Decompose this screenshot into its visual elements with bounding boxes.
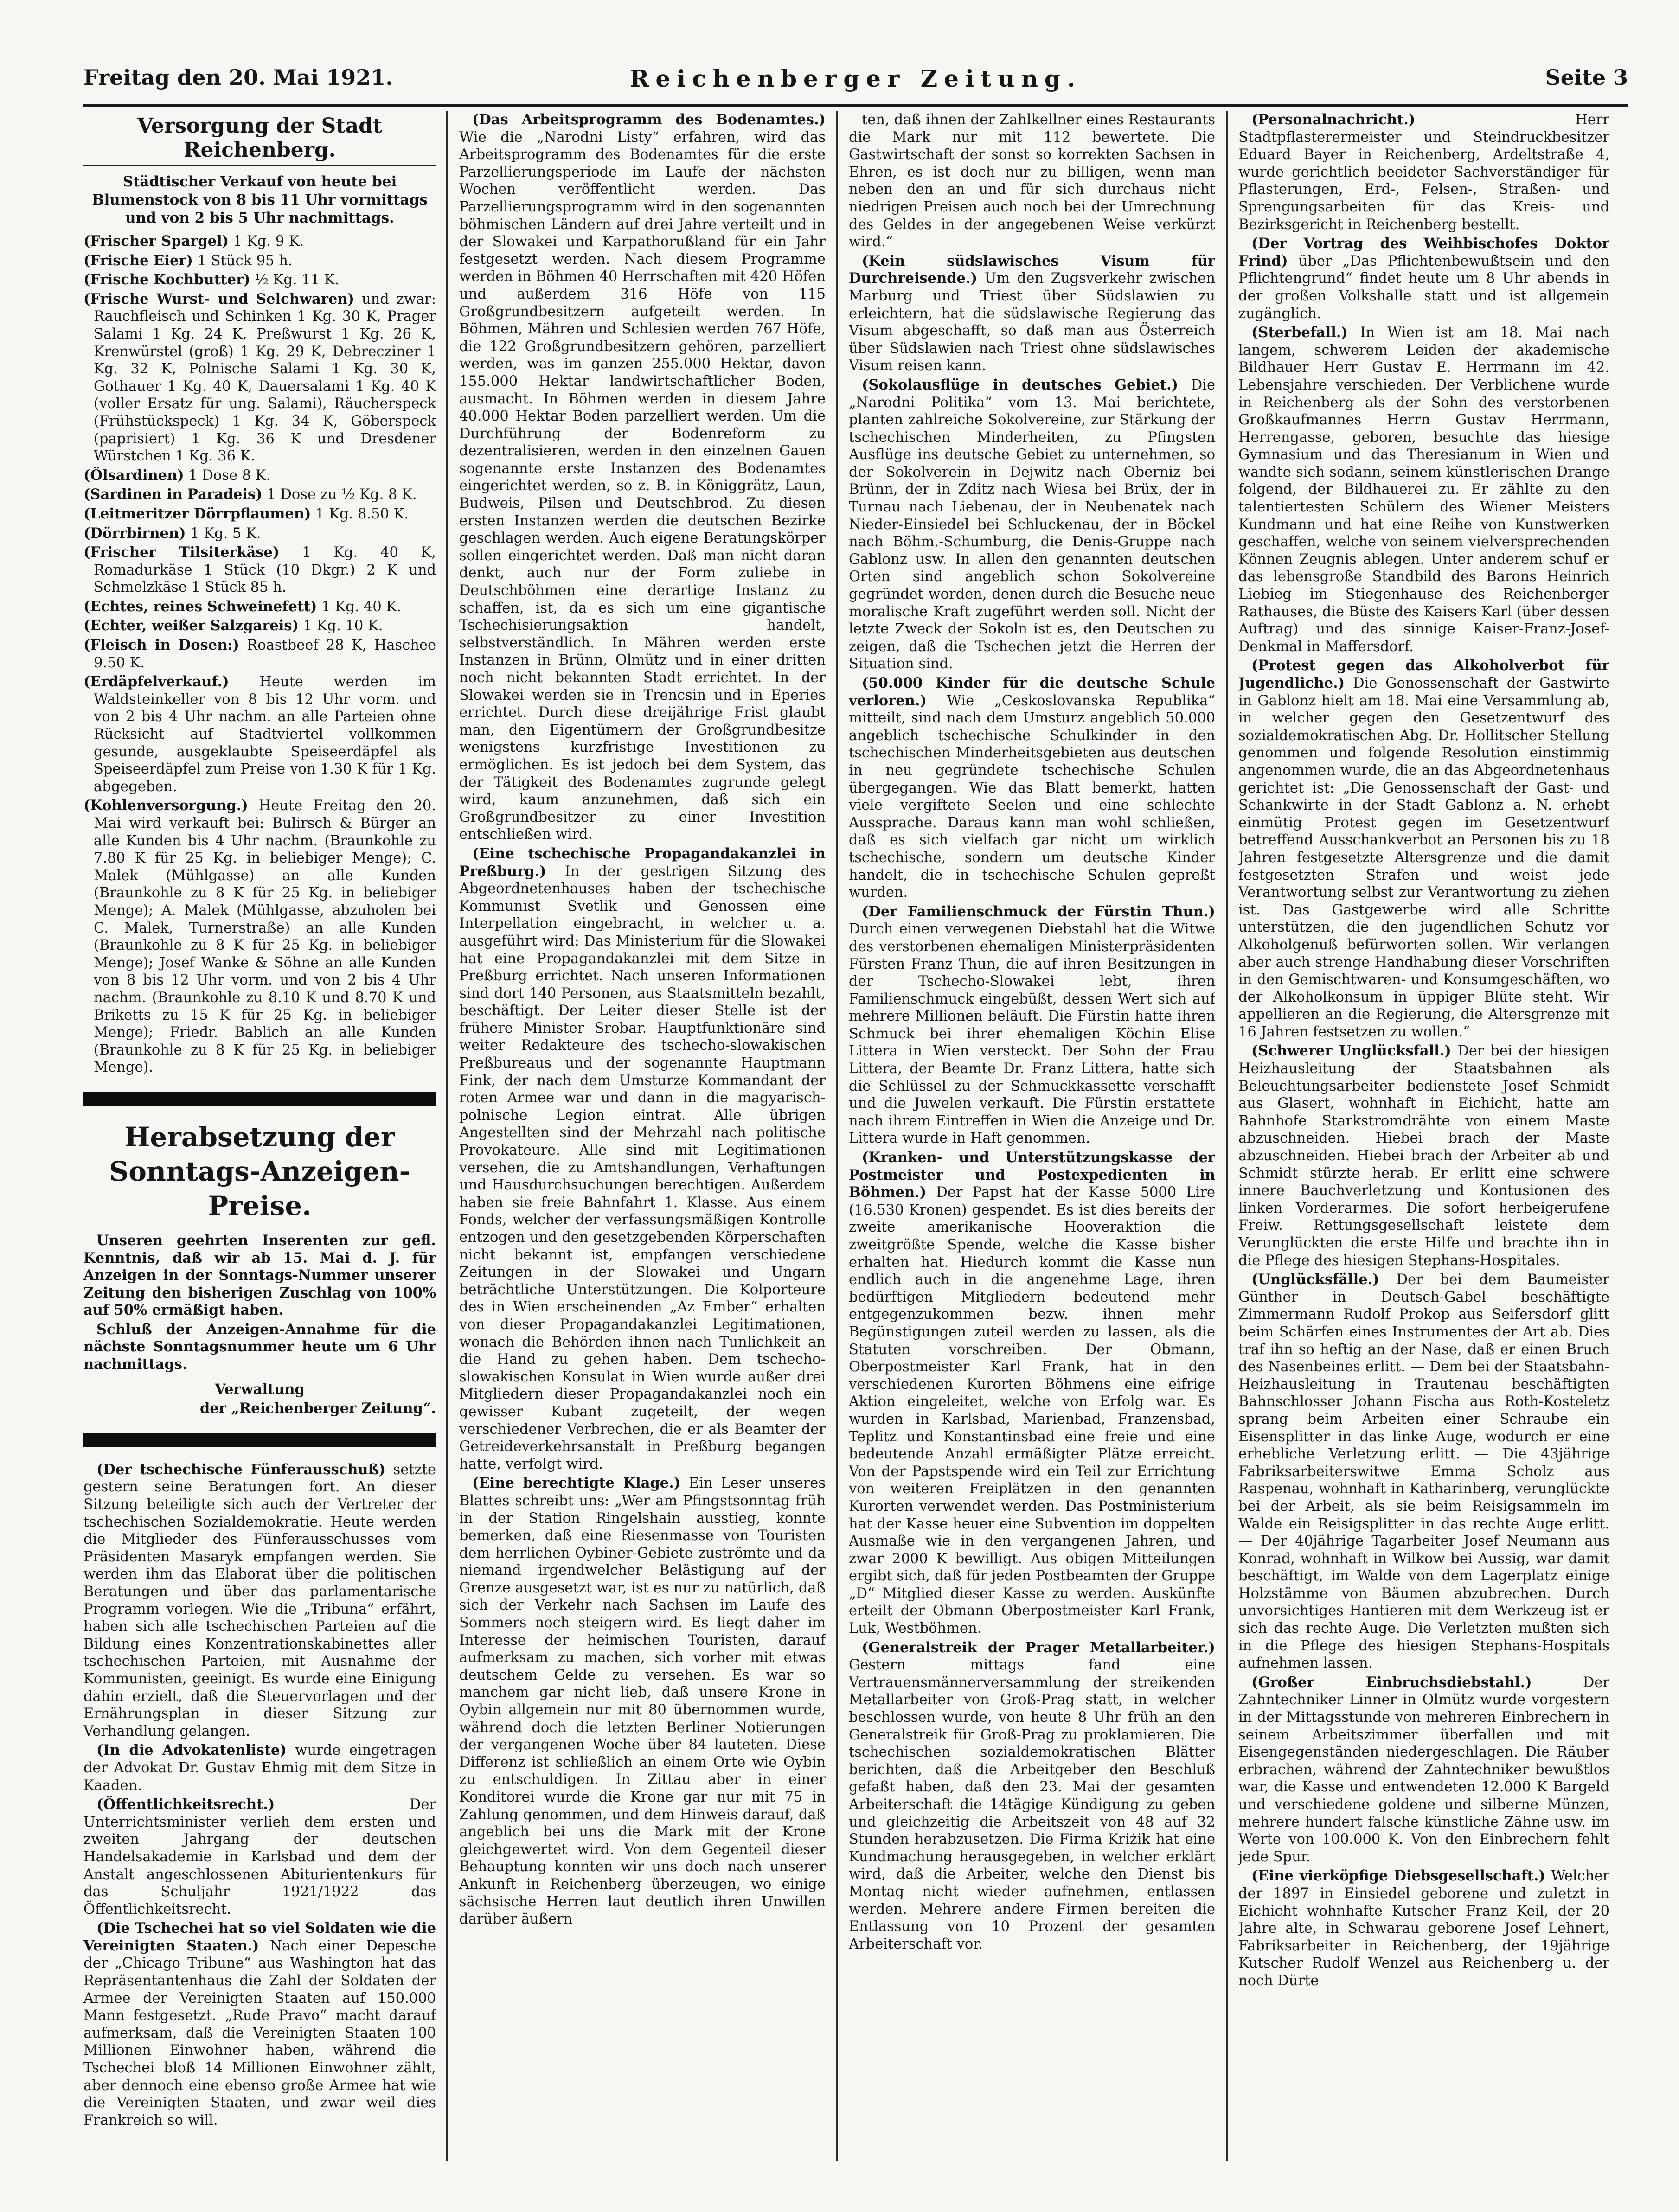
- article-paragraph: (Kranken- und Unterstützungskasse der Postmeister und Postexpedienten in Böhmen.) Der Papst hat der Kasse 5000 Lire (16.530 Kronen) gespendet. Es ist dies bereits der zweite amerikanische Hooveraktion die zweitgrößte Spende, welche die Kasse bisher erhalten hat. Hiedurch kommt die Kasse nun endlich auch in die angenehme Lage, ihren bedürftigen Mitgliedern bedeutend mehr entgegenzukommen bezw. ihnen mehr Begünstigungen zuteil werden zu lassen, als die Statuten vorschreiben. Der Obmann, Oberpostmeister Karl Frank, hat in den verschiedenen Kurorten Böhmens eine eifrige Aktion eingeleitet, welche von Erfolg war. Es wurden in Karlsbad, Marienbad, Franzensbad, Teplitz und Konstantinsbad eine freie und eine bedeutende Anzahl ermäßigter Plätze erreicht. Von der Papstspende wird ein Teil zur Errichtung von weiteren Freiplätzen in den genannten Kurorten verwendet werden. Das Postministerium hat der Kasse heuer eine Subvention im doppelten Ausmaße wie in den vergangenen Jahren, und zwar 2000 K bewilligt. Aus obigen Mitteilungen ergibt sich, daß für jeden Postbeamten der Gruppe „D“ Mitglied dieser Kasse zu werden. Auskünfte erteilt der Obmann Oberpostmeister Karl Frank, Luk, Westböhmen.: [849, 1149, 1215, 1637]
- section-heading: Versorgung der Stadt Reichenberg.: [83, 114, 436, 166]
- article-paragraph: (Ölsardinen) 1 Dose 8 K.: [83, 467, 271, 484]
- article-paragraph: (Echter, weißer Salzgareis) 1 Kg. 10 K.: [83, 617, 383, 634]
- article-paragraph: (Protest gegen das Alkoholverbot für Jugendliche.) Die Genossenschaft der Gastwirte in Gablonz hielt am 18. Mai eine Versammlung ab, in welcher gegen den Gesetzentwurf des sozialdemokratischen Abg. Dr. Hollitscher Stellung genommen und folgende Resolution einstimmig angenommen wurde, die an das Abgeordnetenhaus gerichtet ist: „Die Genossenschaft der Gast- und Schankwirte in der Stadt Gablonz a. N. erhebt einmütig Protest gegen im Gesetzentwurf betreffend Ausschankverbot an Personen bis zu 18 Jahren festgesetzte Altersgrenze und die damit festgesetzten Strafen und weist jede Verantwortung selbst zur Verantwortung zu ziehen ist. Das Gastgewerbe wird alle Schritte unterstützen, die den jugendlichen Schutz vor Alkoholgenuß befürworten sollen. Wir verlangen aber auch strenge Handhabung dieser Vorschriften in den Gemischtwaren- und Konsumgeschäften, wo der Alkoholkonsum in üppiger Blüte steht. Wir appellieren an die Regierung, die Altersgrenze mit 16 Jahren festsetzen zu wollen.“: [1238, 657, 1609, 1040]
- black-divider-bar: [83, 1433, 436, 1447]
- masthead: [83, 63, 1628, 107]
- article-paragraph: (Unglücksfälle.) Der bei dem Baumeister Günther in Deutsch-Gabel beschäftigte Zimmermann Rudolf Prokop aus Seifersdorf glitt beim Schärfen eines Instrumentes der Art ab. Dies traf ihn so heftig an der Nase, daß er einen Bruch des Nasenbeines erlitt. — Dem bei der Staatsbahn-Heizhausleitung in Trautenau beschäftigten Bahnschlosser Johann Fischa aus Roth-Kosteletz sprang beim Arbeiten einer Schraube ein Eisensplitter in das linke Auge, wodurch er eine erhebliche Verletzung erlitt. — Die 43jährige Fabriksarbeiterswitwe Emma Scholz aus Raspenau, wohnhaft in Katharinberg, verunglückte bei der Arbeit, als sie beim Reisigsammeln im Walde ein Reisigsplitter in das rechte Auge erlitt. — Der 40jährige Tagarbeiter Josef Neumann aus Konrad, wohnhaft in Wilkow bei Aussig, war damit beschäftigt, im Walde von dem Lagerplatz einige Holzstämme von Bäumen abzubrechen. Durch unvorsichtiges Hantieren mit dem Werkzeug ist er sich das rechte Auge. Die Verletzten mußten sich in die Pflege des hiesigen Stephans-Hospitals aufnehmen lassen.: [1238, 1271, 1609, 1672]
- article-paragraph: (Sterbefall.) In Wien ist am 18. Mai nach langem, schwerem Leiden der akademische Bildhauer Herr Gustav E. Herrmann im 42. Lebensjahre verschieden. Der Verblichene wurde in Reichenberg als der Sohn des verstorbenen Großkaufmannes Herrn Gustav Herrmann, Herrengasse, geboren, besuchte das hiesige Gymnasium und das Theresianum in Wien und wandte sich sodann, seinem künstlerischen Drange folgend, der Bildhauerei zu. Er zählte zu den talentiertesten Schülern des Wiener Meisters Kundmann und hat eine Reihe von Kunstwerken geschaffen, welche von seinem vielversprechenden Können Zeugnis ablegen. Unter anderem schuf er das lebensgroße Standbild des Barons Heinrich Liebieg im Stiegenhause des Reichenberger Rathauses, die Büste des Kaisers Karl (über dessen Auftrag) und das sinnige Kaiser-Franz-Josef-Denkmal in Maffersdorf.: [1238, 324, 1609, 655]
- article-paragraph: (Frischer Spargel) 1 Kg. 9 K.: [83, 233, 304, 249]
- black-divider-bar: [83, 1092, 436, 1106]
- notice-signature-paper: der „Reichenberger Zeitung“.: [199, 1400, 436, 1417]
- article-paragraph: (50.000 Kinder für die deutsche Schule verloren.) Wie „Ceskoslovanska Republika“ mitteilt, sind nach dem Umsturz angeblich 50.000 angeblich tschechische Schulkinder in den tschechischen Minderheitsgebieten aus deutschen in neu gegründete tschechische Schulen übergegangen. Wie das Blatt bemerkt, hatten viele vergiftete Seelen und eine schlechte Aussprache. Daraus kann man wohl schließen, daß es sich vielfach gar nicht um wirklich tschechische, sondern um deutsche Kinder handelt, die in tschechische Schulen gepreßt wurden.: [849, 675, 1215, 901]
- article-paragraph: (Generalstreik der Prager Metallarbeiter.) Gestern mittags fand eine Vertrauensmännerversammlung der streikenden Metallarbeiter von Groß-Prag statt, in welcher beschlossen wurde, von heute 8 Uhr früh an den Generalstreik für Groß-Prag zu proklamieren. Die tschechischen sozialdemokratischen Blätter berichten, daß die Arbeitgeber den Beschluß gefaßt haben, daß den 23. Mai der gesamten Arbeiterschaft die 14tägige Kündigung zu geben und gleichzeitig die Arbeitszeit von 48 auf 32 Stunden herabzusetzen. Die Firma Kriżik hat eine Kundmachung herausgegeben, in welcher erklärt wird, daß die Arbeiter, welche den Dienst bis Montag nicht wieder aufnehmen, entlassen werden. Mehrere andere Firmen bereiten die Entlassung von 10 Prozent der gesamten Arbeiterschaft vor.: [849, 1639, 1215, 1952]
- column-divider: [1226, 111, 1228, 2161]
- article-paragraph: (Das Arbeitsprogramm des Bodenamtes.) Wie die „Narodni Listy“ erfahren, wird das Arbeitsprogramm des Bodenamtes für die erste Parzellierungsperiode im Laufe der nächsten Wochen veröffentlicht werden. Das Parzellierungsprogramm wird in den sogenannten böhmischen Ländern auf drei Jahre verteilt und in der Slowakei und Karpathorußland für ein Jahr festgesetzt werden. Nach diesem Programme werden in Böhmen 40 Herrschaften mit 420 Höfen und außerdem 316 Höfe von 115 Großgrundbesitzern aufgeteilt werden. In Böhmen, Mähren und Schlesien werden 767 Höfe, die 122 Großgrundbesitzern gehören, parzelliert werden, was im ganzen 255.000 Hektar, davon 155.000 Hektar landwirtschaftlicher Boden, ausmacht. In Böhmen werden in diesem Jahre 40.000 Hektar Boden parzelliert werden. Um die Durchführung der Bodenreform zu dezentralisieren, werden in den einzelnen Gauen sogenannte erste Instanzen des Bodenamtes eingerichtet werden, so z. B. in Königgrätz, Laun, Budweis, Pilsen und Deutschbrod. Zu diesen ersten Instanzen werden die deutschen Bezirke geschlagen werden. Auch eigene Beratungskörper sollen eingerichtet werden. Daß man nicht daran denkt, auch nur der Form zuliebe in Deutschböhmen eine derartige Instanz zu schaffen, ist, da es sich um eine gigantische Tschechisierungsaktion handelt, selbstverständlich. In Mähren werden erste Instanzen in Brünn, Olmütz und in einer dritten noch nicht bekannten Stadt errichtet. In der Slowakei werden sie in Trencsin und in Eperies errichtet. Durch diese dreijährige Frist glaubt man, den Eigentümern der Großgrundbesitze wenigstens kurzfristige Investitionen zu ermöglichen. Es ist jedoch bei dem System, das der Tätigkeit des Bodenamtes zugrunde gelegt wird, kaum anzunehmen, daß sich ein Großgrundbesitzer zu einer Investition entschließen wird.: [459, 111, 826, 843]
- notice-heading: Herabsetzung der Sonntags-Anzeigen-Preise.: [109, 1121, 410, 1221]
- article-paragraph: (Der tschechische Fünferausschuß) setzte gestern seine Beratungen fort. An dieser Sitzung beteiligte sich auch der Vertreter der tschechischen Sozialdemokratie. Heute werden die Mitglieder des Fünferausschusses vom Präsidenten Masaryk empfangen werden. Sie werden ihm das Elaborat über die politischen Beratungen und über das parlamentarische Programm vorlegen. Wie die „Tribuna“ erfährt, haben sich alle tschechischen Parteien auf die Bildung eines Konzentrationskabinettes aller tschechischen Parteien, mit Ausnahme der Kommunisten, geeinigt. Es wurde eine Einigung dahin erzielt, daß die Steuervorlagen und der Ernährungsplan in dieser Sitzung zur Verhandlung gelangen.: [83, 1461, 436, 1739]
- column-divider: [836, 111, 838, 2161]
- article-paragraph: (Eine tschechische Propagandakanzlei in Preßburg.) In der gestrigen Sitzung des Abgeordnetenhauses haben der tschechische Kommunist Svetlik und Genossen eine Interpellation eingebracht, in welcher u. a. ausgeführt wird: Das Ministerium für die Slowakei hat eine Propagandakanzlei mit dem Sitze in Preßburg errichtet. Nach unseren Informationen sind dort 140 Personen, aus Staatsmitteln bezahlt, beschäftigt. Der Leiter dieser Stelle ist der frühere Minister Srobar. Hauptfunktionäre sind weiter Redakteure des tschecho-slowakischen Preßbureaus und der sogenannte Hauptmann Fink, der nach dem Umsturze Kommandant der roten Armee war und dann in die magyarisch-polnische Legion eintrat. Alle übrigen Angestellten sind der Mehrzahl nach politische Provokateure. Alle sind mit Legitimationen versehen, die zu Amtshandlungen, Verhaftungen und Hausdurchsuchungen berechtigen. Außerdem haben sie freie Bahnfahrt 1. Klasse. Aus einem Fonds, welcher der verfassungsmäßigen Kontrolle entzogen und den gesetzgebenden Körperschaften nicht bekannt ist, empfangen verschiedene Zeitungen in der Slowakei und Ungarn beträchtliche Unterstützungen. Die Kolporteure des in Wien erscheinenden „Az Ember“ erhalten von dieser Propagandakanzlei Legitimationen, wonach die Behörden ihnen nach Tunlichkeit an die Hand zu gehen haben. Dem tschecho-slowakischen Konsulat in Wien wurde außer drei Mitgliedern dieser Propagandakanzlei noch ein gewisser Kubant zugeteilt, der wegen verschiedener Verbrechen, die er als Beamter der Getreideverkehrsanstalt in Preßburg begangen hatte, verfolgt wird.: [459, 845, 826, 1472]
- article-paragraph: (Leitmeritzer Dörrpflaumen) 1 Kg. 8.50 K.: [83, 505, 409, 522]
- article-paragraph: (Sokolausflüge in deutsches Gebiet.) Die „Narodni Politika“ vom 13. Mai berichtete, planten zahlreiche Sokolvereine, zur Stärkung der tschechischen Minderheiten, zu Pfingsten Ausflüge ins deutsche Gebiet zu unternehmen, so der Sokolverein in Dejwitz nach Oberniz bei Brünn, der in Zditz nach Wiesa bei Brüx, der in Turnau nach Liebenau, der in Neubenatek nach Nieder-Einsiedel bei Schluckenau, der in Böckel nach Böhm.-Schumburg, die Denis-Gruppe nach Gablonz usw. In allen den genannten deutschen Orten sind angeblich schon Sokolvereine gegründet worden, denen durch die Besuche neue moralische Kraft zugeführt werden soll. Nicht der letzte Zweck der Sokoln ist es, den Deutschen zu zeigen, daß die Tschechen jetzt die Herren der Situation sind.: [849, 376, 1215, 672]
- article-paragraph: (Personalnachricht.) Herr Stadtpflasterermeister und Steindruckbesitzer Eduard Bayer in Reichenberg, Ardeltstraße 4, wurde gerichtlich beeideter Sachverständiger für Pflasterungen, Erd-, Felsen-, Straßen- und Sprengungsarbeiten für das Kreis- und Bezirksgericht in Reichenberg bestellt.: [1238, 111, 1609, 233]
- newspaper-title: Reichenberger Zeitung.: [629, 65, 1082, 92]
- article-paragraph: (Frische Kochbutter) ½ Kg. 11 K.: [83, 271, 340, 288]
- article-paragraph: (In die Advokatenliste) wurde eingetragen der Advokat Dr. Gustav Ehmig mit dem Sitze in Kaaden.: [83, 1742, 436, 1794]
- article-paragraph: (Eine berechtigte Klage.) Ein Leser unseres Blattes schreibt uns: „Wer am Pfingstsonntag früh in der Station Ringelshain ausstieg, konnte bemerken, daß eine Riesenmasse von Touristen dem herrlichen Oybiner-Gebiete zuströmte und da niemand irgendwelcher Belästigung auf der Grenze ausgesetzt war, ist es nur zu natürlich, daß sich der Verkehr nach Sachsen im Laufe des Sommers noch steigern wird. Es liegt daher im Interesse der heimischen Touristen, darauf aufmerksam zu machen, sich vorher mit etwas deutschem Gelde zu versehen. Es war so manchem gar nicht lieb, daß unsere Krone in Oybin allgemein nur mit 80 übernommen wurde, während doch die letzten Berliner Notierungen der vergangenen Woche über 84 lauteten. Diese Differenz ist schließlich an einem Orte wie Oybin zu entschuldigen. In Zittau aber in einer Konditorei wurde die Krone gar nur mit 75 in Zahlung genommen, und dem Hinweis darauf, daß angeblich bei uns die Mark mit der Krone gleichgewertet wird. Von dem Gegenteil dieser Behauptung konnten wir uns doch nach unserer Ankunft in Reichenberg überzeugen, wo einige sächsische Herren laut deutlich ihren Unwillen darüber äußern: [459, 1475, 826, 1928]
- section-subheading: Städtischer Verkauf von heute bei Blumenstock von 8 bis 11 Uhr vormittags und von 2 bis 5 Uhr nachmittags.: [92, 173, 428, 226]
- article-paragraph: (Frische Wurst- und Selchwaren) und zwar: Rauchfleisch und Schinken 1 Kg. 30 K, Prager Salami 1 Kg. 24 K, Preßwurst 1 Kg. 26 K, Krenwürstel (groß) 1 Kg. 29 K, Debrecziner 1 Kg. 32 K, Polnische Salami 1 Kg. 30 K, Gothauer 1 Kg. 40 K, Dauersalami 1 Kg. 40 K (voller Ersatz für ung. Salami), Räucherspeck (Frühstückspeck) 1 Kg. 34 K, Göberspeck (paprisiert) 1 Kg. 36 K und Dresdener Würstchen 1 Kg. 36 K.: [83, 290, 436, 465]
- column-4: [1238, 111, 1609, 2189]
- article-paragraph: (Echtes, reines Schweinefett) 1 Kg. 40 K.: [83, 598, 401, 615]
- issue-date: Freitag den 20. Mai 1921.: [83, 65, 393, 90]
- supply-list: [83, 233, 436, 1076]
- column-3: [849, 111, 1215, 2189]
- column-2: [459, 111, 826, 2189]
- article-paragraph: (Sardinen in Paradeis) 1 Dose zu ½ Kg. 8 K.: [83, 486, 417, 503]
- notice-signature: Verwaltung: [215, 1381, 305, 1398]
- article-paragraph: (Großer Einbruchsdiebstahl.) Der Zahntechniker Linner in Olmütz wurde vorgestern in der Mittagsstunde von mehreren Einbrechern in seinem Arbeitszimmer überfallen und mit Eisengegenständen niedergeschlagen. Die Räuber erbrachen, während der Zahntechniker bewußtlos war, die Kasse und entwendeten 12.000 K Bargeld und verschiedene goldene und silberne Münzen, mehrere hundert falsche künstliche Zähne usw. im Werte von 100.000 K. Von den Einbrechern fehlt jede Spur.: [1238, 1674, 1609, 1865]
- article-paragraph: (Die Tschechei hat so viel Soldaten wie die Vereinigten Staaten.) Nach einer Depesche der „Chicago Tribune“ aus Washington hat das Repräsentantenhaus die Zahl der Soldaten der Armee der Vereinigten Staaten auf 150.000 Mann festgesetzt. „Rude Pravo“ macht darauf aufmerksam, daß die Vereinigten Staaten 100 Millionen Einwohner haben, während die Tschechei bloß 14 Millionen Einwohner zählt, aber dennoch eine ebenso große Armee hat wie die Vereinigten Staaten, und zwar weil dies Frankreich so will.: [83, 1920, 436, 2129]
- news-items: [83, 1461, 436, 2129]
- article-paragraph: (Fleisch in Dosen:) Roastbeef 28 K, Haschee 9.50 K.: [83, 637, 436, 671]
- notice-text: Unseren geehrten Inserenten zur gefl. Kenntnis, daß wir ab 15. Mai d. J. für Anzeigen in der Sonntags-Nummer unserer Zeitung den bisherigen Zuschlag von 100% auf 50% ermäßigt haben.: [83, 1232, 436, 1319]
- notice-text-2: Schluß der Anzeigen-Annahme für die nächste Sonntagsnummer heute um 6 Uhr nachmittags.: [83, 1321, 436, 1373]
- article-paragraph: (Kein südslawisches Visum für Durchreisende.) Um den Zugsverkehr zwischen Marburg und Triest über Südslawien zu erleichtern, hat die südslawische Regierung das Visum abgeschafft, so daß man aus Österreich über Südslawien nach Triest ohne südslawisches Visum reisen kann.: [849, 252, 1215, 374]
- article-paragraph: (Der Familienschmuck der Fürstin Thun.) Durch einen verwegenen Diebstahl hat die Witwe des verstorbenen ehemaligen Ministerpräsidenten Fürsten Franz Thun, die auf ihren Besitzungen in der Tschecho-Slowakei lebt, ihren Familienschmuck eingebüßt, dessen Wert sich auf mehrere Millionen beläuft. Die Fürstin hatte ihren Schmuck bei ihrer ehemaligen Köchin Elise Littera in Wien versteckt. Der Sohn der Frau Littera, der Beamte Dr. Franz Littera, hatte sich die Schlüssel zu der Schmuckkassette verschafft und die Juwelen verkauft. Die Fürstin erstattete nach ihrem Eintreffen in Wien die Anzeige und Dr. Littera wurde in Haft genommen.: [849, 903, 1215, 1147]
- article-paragraph: (Eine vierköpfige Diebsgesellschaft.) Welcher der 1897 in Einsiedel geborene und zuletzt in Eichicht wohnhafte Kutscher Franz Keil, der 20 Jahre alte, in Schwarau geborene Josef Lehnert, Fabriksarbeiter in Reichenberg, der 19jährige Kutscher Rudolf Wenzel aus Reichenberg u. der noch Dürte: [1238, 1867, 1609, 1989]
- article-paragraph: (Kohlenversorgung.) Heute Freitag den 20. Mai wird verkauft bei: Bulirsch & Bürger an alle Kunden bis 4 Uhr nachm. (Braunkohle zu 7.80 K für 25 Kg. in beliebiger Menge); C. Malek (Mühlgasse) an alle Kunden (Braunkohle zu 8 K für 25 Kg. in beliebiger Menge); A. Malek (Mühlgasse, abzuholen bei C. Malek, Turnerstraße) an alle Kunden (Braunkohle zu 8 K für 25 Kg. in beliebiger Menge); Josef Wanke & Söhne an alle Kunden von 8 bis 12 Uhr vorm. und von 2 bis 4 Uhr nachm. (Braunkohle zu 8.10 K und 8.70 K und Briketts zu 15 K für 25 Kg. in beliebiger Menge); Friedr. Bablich an alle Kunden (Braunkohle zu 8 K für 25 Kg. in beliebiger Menge).: [83, 797, 436, 1076]
- article-paragraph: (Der Vortrag des Weihbischofes Doktor Frind) über „Das Pflichtenbewußtsein und den Pflichtengrund“ findet heute um 8 Uhr abends in der großen Volkshalle statt und ist allgemein zugänglich.: [1238, 235, 1609, 322]
- column-divider: [446, 111, 448, 2161]
- page-number: Seite 3: [1545, 65, 1628, 90]
- article-paragraph: (Erdäpfelverkauf.) Heute werden im Waldsteinkeller von 8 bis 12 Uhr vorm. und von 2 bis 4 Uhr nachm. an alle Parteien ohne Rücksicht auf Stadtviertel vollkommen gesunde, ausgeklaubte Speiseerdäpfel als Speiseerdäpfel zum Preise von 1.30 K für 1 Kg. abgegeben.: [83, 673, 436, 795]
- article-paragraph: (Schwerer Unglücksfall.) Der bei der hiesigen Heizhausleitung der Staatsbahnen als Beleuchtungsarbeiter bedienstete Josef Schmidt aus Glasert, wohnhaft in Eichicht, hatte am Bahnhofe Starkstromdrähte von einem Maste abzuschneiden. Hiebei brach der Maste abzuschneiden. Hiebei brach der Arbeiter ab und Schmidt stürzte herab. Er erlitt eine schwere innere Bauchverletzung und Kontusionen des linken Vorderarmes. Die sofort herbeigerufene Freiw. Rettungsgesellschaft leistete dem Verunglückten die erste Hilfe und brachte ihn in die Pflege des hiesigen Stephans-Hospitales.: [1238, 1042, 1609, 1269]
- article-paragraph: (Frischer Tilsiterkäse) 1 Kg. 40 K, Romadurkäse 1 Stück (10 Dkgr.) 2 K und Schmelzkäse 1 Stück 85 h.: [83, 544, 436, 596]
- column-1: [83, 111, 436, 2189]
- article-paragraph: (Frische Eier) 1 Stück 95 h.: [83, 252, 293, 269]
- article-paragraph: (Dörrbirnen) 1 Kg. 5 K.: [83, 524, 261, 542]
- article-paragraph: (Öffentlichkeitsrecht.) Der Unterrichtsminister verlieh dem ersten und zweiten Jahrgang der deutschen Handelsakademie in Karlsbad und dem der Anstalt angeschlossenen Abiturientenkurs für das Schuljahr 1921/1922 das Öffentlichkeitsrecht.: [83, 1796, 436, 1918]
- article-paragraph: ten, daß ihnen der Zahlkellner eines Restaurants die Mark nur mit 112 bewertete. Die Gastwirtschaft der sonst so korrekten Sachsen in Ehren, es ist doch nur zu billigen, wenn man neben den an und für sich durchaus nicht niedrigen Preisen auch noch bei der Umrechnung des Geldes in der angegebenen Weise verkürzt wird.“: [849, 112, 1215, 250]
